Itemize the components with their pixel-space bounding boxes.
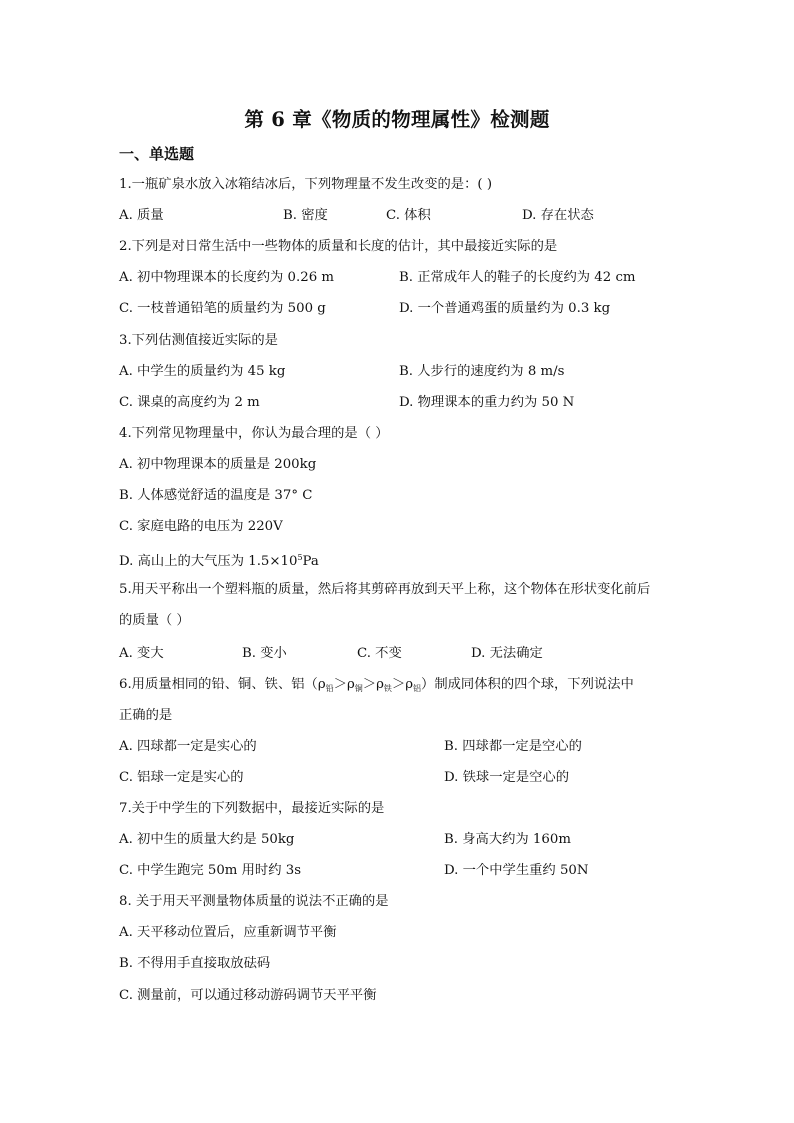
q1-option-a: A. 质量: [119, 208, 164, 223]
question-7-stem: 7.关于中学生的下列数据中，最接近实际的是: [119, 801, 385, 816]
question-8-stem: 8. 关于用天平测量物体质量的说法不正确的是: [119, 894, 389, 909]
q3-option-a: A. 中学生的质量约为 45 kg: [119, 364, 286, 379]
q3-option-b: B. 人步行的速度约为 8 m/s: [399, 364, 565, 379]
question-2-stem: 2.下列是对日常生活中一些物体的质量和长度的估计，其中最接近实际的是: [119, 239, 558, 254]
q5-option-c: C. 不变: [357, 646, 402, 661]
question-3-stem: 3.下列估测值接近实际的是: [119, 333, 278, 348]
q6-rho-lead: ρ: [317, 677, 326, 692]
q4-option-d: [119, 549, 319, 571]
q6-rho-aluminum: ρ: [405, 677, 414, 692]
q2-option-c: C. 一枝普通铅笔的质量约为 500 g: [119, 301, 326, 316]
q7-option-b: B. 身高大约为 160m: [444, 832, 571, 847]
q6-stem-prefix: 6.用质量相同的铅、铜、铁、铝（: [119, 677, 318, 692]
q6-option-c: C. 铝球一定是实心的: [119, 770, 244, 785]
q6-rho-iron: ρ: [376, 677, 384, 692]
question-5-stem-line-2: 的质量（ ）: [119, 613, 190, 628]
q4-option-d-unit: Pa: [302, 554, 319, 569]
q5-option-a: A. 变大: [119, 646, 164, 661]
q4-option-c: C. 家庭电路的电压为 220V: [119, 519, 283, 534]
q1-option-d: D. 存在状态: [522, 208, 594, 223]
q4-option-d-text: D. 高山上的大气压为 1.5×10: [119, 554, 298, 569]
q6-rho-copper: ρ: [346, 677, 355, 692]
q6-subscript-copper: 铜: [354, 684, 363, 693]
question-5-stem-line-1: 5.用天平称出一个塑料瓶的质量，然后将其剪碎再放到天平上称，这个物体在形状变化前后: [119, 582, 651, 597]
q8-option-a: A. 天平移动位置后，应重新调节平衡: [119, 925, 337, 940]
q7-option-d: D. 一个中学生重约 50N: [444, 863, 589, 878]
question-6-stem-line-1: [119, 676, 634, 698]
q4-option-b: B. 人体感觉舒适的温度是 37° C: [119, 488, 313, 503]
q2-option-b: B. 正常成年人的鞋子的长度约为 42 cm: [399, 270, 636, 285]
q6-gt-2: ＞: [362, 677, 377, 692]
q8-option-b: B. 不得用手直接取放砝码: [119, 956, 271, 971]
q5-option-b: B. 变小: [242, 646, 287, 661]
question-4-stem: 4.下列常见物理量中，你认为最合理的是（ ）: [119, 426, 389, 441]
q6-subscript-aluminum: 铝: [413, 684, 422, 693]
q3-option-d: D. 物理课本的重力约为 50 N: [399, 395, 575, 410]
question-1-stem: 1.一瓶矿泉水放入冰箱结冰后，下列物理量不发生改变的是：( ): [119, 177, 493, 192]
q4-option-a: A. 初中物理课本的质量是 200kg: [119, 457, 317, 472]
q6-gt-1: ＞: [333, 677, 347, 692]
section-heading: 一、单选题: [119, 145, 195, 163]
q6-option-d: D. 铁球一定是空心的: [444, 770, 570, 785]
q6-subscript-iron: 铁: [383, 684, 392, 693]
q2-option-d: D. 一个普通鸡蛋的质量约为 0.3 kg: [399, 301, 611, 316]
q6-gt-3: ＞: [391, 677, 406, 692]
q3-option-c: C. 课桌的高度约为 2 m: [119, 395, 260, 410]
q6-option-a: A. 四球都一定是实心的: [119, 739, 257, 754]
q7-option-c: C. 中学生跑完 50m 用时约 3s: [119, 863, 302, 878]
page-title: 第 6 章《物质的物理属性》检测题: [244, 108, 550, 131]
q6-stem-suffix: ）制成同体积的四个球，下列说法中: [421, 677, 634, 692]
q4-option-d-exponent: 5: [297, 553, 303, 562]
q1-option-b: B. 密度: [283, 208, 328, 223]
q6-subscript-lead: 铅: [325, 684, 334, 693]
question-6-stem-line-2: 正确的是: [119, 708, 173, 723]
q7-option-a: A. 初中生的质量大约是 50kg: [119, 832, 295, 847]
q6-option-b: B. 四球都一定是空心的: [444, 739, 582, 754]
q8-option-c: C. 测量前，可以通过移动游码调节天平平衡: [119, 988, 377, 1003]
q5-option-d: D. 无法确定: [471, 646, 543, 661]
q1-option-c: C. 体积: [386, 208, 431, 223]
q2-option-a: A. 初中物理课本的长度约为 0.26 m: [119, 270, 334, 285]
